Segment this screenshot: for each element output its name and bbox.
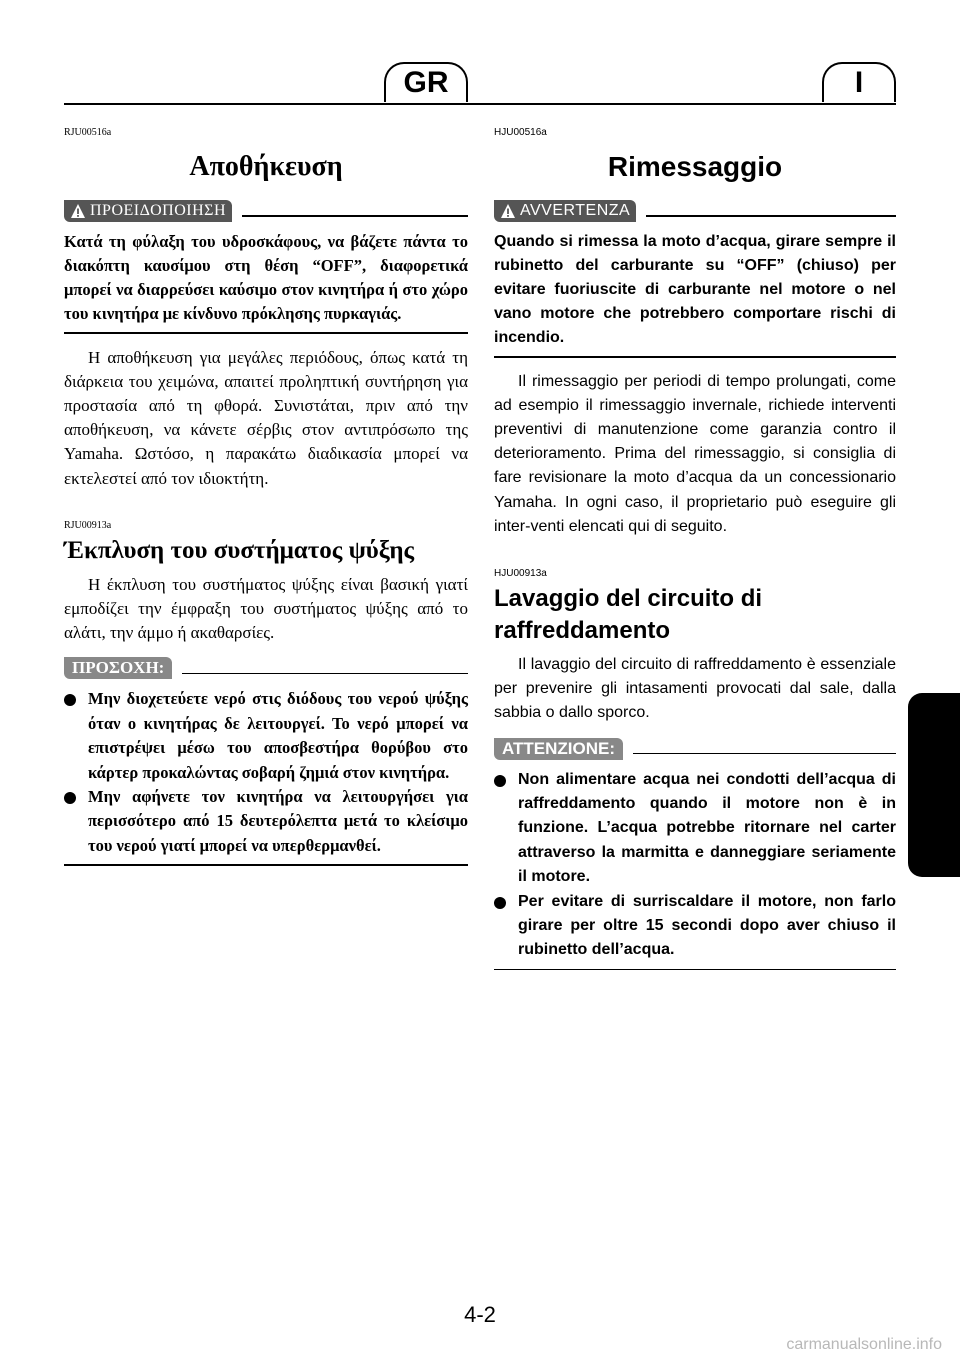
chapter-side-tab	[908, 693, 960, 877]
bullet-icon	[494, 897, 506, 909]
storage-paragraph: Η αποθήκευση για μεγάλες περιόδους, όπως κατά τη διάρκεια του χειμώνα, απαιτεί προληπτική συντήρηση για προστασία από τη φθορά. Συνιστάται, πριν από την αποθήκευση, να κάνετε σέρβις στον αντιπρόσωπο της Yamaha. Ωστόσο, η παρακάτω διαδικασία μπορεί να εκτελεστεί από τον ιδιοκτήτη.	[64, 347, 468, 488]
warning-triangle-icon	[70, 203, 86, 219]
warning-badge	[64, 200, 232, 222]
section-title: Lavaggio del circuito di raffreddamento	[494, 584, 763, 644]
flush-paragraph: Η έκπλυση του συστήματος ψύξης είναι βασική γιατί εμποδίζει την έμφραξη του συστήματος ψύξης από το αλάτι, την άμμο ή ακαθαρσίες.	[64, 574, 468, 643]
bullet-icon	[64, 792, 76, 804]
storage-paragraph: Il rimessaggio per periodi di tempo prolungati, come ad esempio il rimessaggio invernale, richiede interventi preventivi di manutenzione come garanzia contro il deterioramento. Prima del rimessaggio, si consiglia di fare revisionare la moto d’acqua da un concessionario Yamaha. In ogni caso, il proprietario può eseguire gli inter-venti elencati qui di seguito.	[494, 372, 896, 535]
warning-end-rule	[64, 332, 468, 334]
caution-header	[64, 655, 468, 681]
warning-label: AVVERTENZA	[520, 202, 631, 219]
section-code: RJU00913a	[64, 519, 112, 531]
flush-paragraph: Il lavaggio del circuito di raffreddamento è essenziale per prevenire gli intasamenti provocati dal sale, dalla sabbia o dallo sporco.	[494, 655, 896, 722]
caution-end-rule	[64, 864, 468, 866]
section-title: Rimessaggio	[607, 151, 783, 182]
section-code: RJU00516a	[64, 127, 112, 138]
warning-end-rule	[494, 356, 896, 358]
warning-label: ΠΡΟΕΙΔΟΠΟΙΗΣΗ	[90, 202, 227, 219]
list-item: Μην διοχετεύετε νερό στις διόδους του νερού ψύξης όταν ο κινητήρας δε λειτουργεί. Το νερό μπορεί να επιστρέψει μέσω του αποσβεστήρα θορύβου στο κάρτερ προκαλώντας σοβαρή ζημιά στον κινητήρα.	[64, 687, 468, 785]
list-item: Per evitare di surriscaldare il motore, non farlo girare per oltre 15 secondi dopo aver chiuso il rubinetto dell’acqua.	[494, 890, 896, 963]
bullet-icon	[64, 694, 76, 706]
section-title: Αποθήκευση	[189, 151, 343, 182]
warning-header	[494, 198, 896, 224]
warning-text: Κατά τη φύλαξη του υδροσκάφους, να βάζετε πάντα το διακόπτη καυσίμου στη θέση “OFF”, διαφορετικά μπορεί να διαρρεύσει καύσιμο στον κινητήρα ή στο χώρο του κινητήρα με κίνδυνο πρόκλησης πυρκαγιάς.	[64, 232, 468, 323]
warning-rule	[242, 215, 468, 217]
page-number: 4-2	[464, 1302, 496, 1327]
caution-list	[64, 687, 468, 858]
caution-rule	[182, 673, 468, 675]
language-badge-gr: GR	[384, 62, 468, 102]
greek-column	[64, 120, 468, 866]
section-code: HJU00913a	[494, 567, 547, 579]
list-item: Non alimentare acqua nei condotti dell’acqua di raffreddamento quando il motore non è in funzione. L’acqua potrebbe ritornare nel carter attraverso la marmitta e danneggiare seriamente il motore.	[494, 768, 896, 890]
bullet-icon	[494, 775, 506, 787]
warning-text: Quando si rimessa la moto d’acqua, girare sempre il rubinetto del carburante su “OFF” (chiuso) per evitare fuoriuscite di carburante nel motore o nel vano motore che potrebbero comportare rischi di incendio.	[494, 233, 896, 346]
caution-list	[494, 768, 896, 963]
section-title: Έκπλυση του συστήματος ψύξης	[64, 536, 415, 564]
list-item: Μην αφήνετε τον κινητήρα να λειτουργήσει για περισσότερο από 15 δευτερόλεπτα μετά το κλείσιμο του νερού γιατί μπορεί να υπερθερμανθεί.	[64, 785, 468, 858]
warning-badge	[494, 200, 636, 222]
warning-rule	[646, 215, 896, 217]
caution-badge: ΠΡΟΣΟΧΗ:	[64, 657, 172, 679]
caution-header	[494, 736, 896, 762]
caution-badge: ATTENZIONE:	[494, 738, 623, 760]
caution-rule	[633, 753, 896, 755]
language-badge-i: I	[822, 62, 896, 102]
watermark: carmanualsonline.info	[786, 1336, 942, 1353]
header-rule	[64, 103, 896, 105]
caution-end-rule	[494, 969, 896, 971]
section-code: HJU00516a	[494, 127, 547, 138]
warning-header	[64, 198, 468, 224]
warning-triangle-icon	[500, 203, 516, 219]
italian-column	[494, 120, 896, 970]
